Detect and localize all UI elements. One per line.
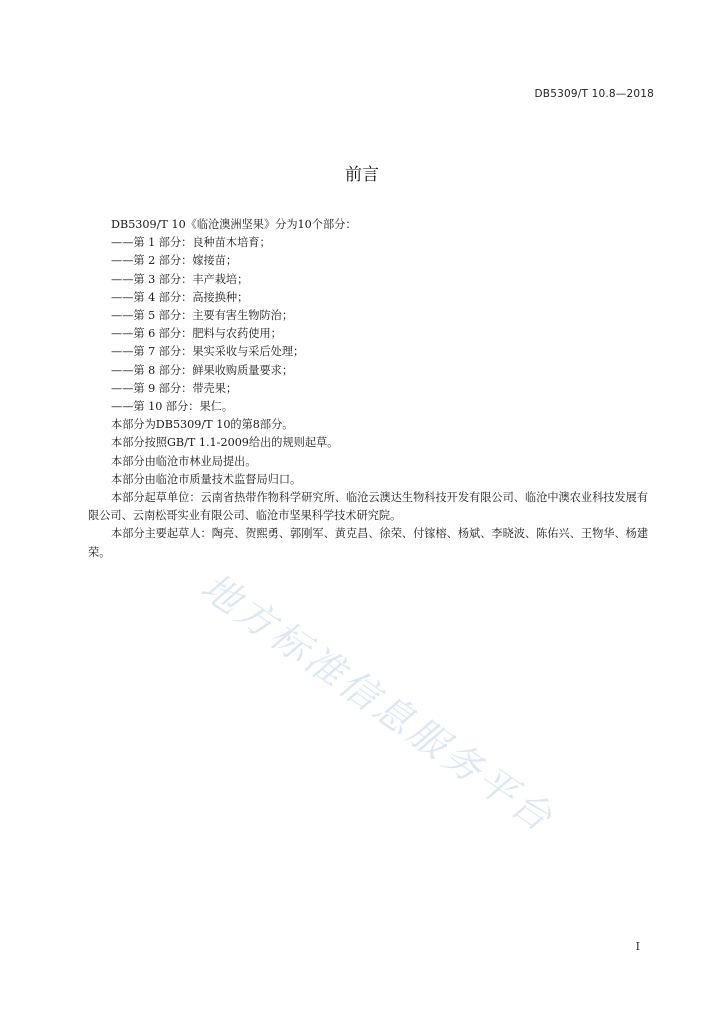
list-item-part-7: ——第 7 部分：果实采收与采后处理； — [111, 345, 305, 359]
list-item-part-6: ——第 6 部分：肥料与农药使用； — [111, 327, 282, 341]
paragraph-proposer: 本部分由临沧市林业局提出。 — [111, 454, 257, 468]
paragraph-drafting-rules: 本部分按照GB/T 1.1-2009给出的规则起草。 — [111, 436, 339, 450]
list-item-part-8: ——第 8 部分：鲜果收购质量要求； — [111, 363, 294, 377]
list-item-part-5: ——第 5 部分：主要有害生物防治； — [111, 309, 294, 323]
list-item-part-2: ——第 2 部分：嫁接苗； — [111, 254, 238, 268]
page-number: I — [635, 940, 640, 953]
watermark: 地方标准信息服务平台 — [193, 564, 563, 842]
page-title: 前言 — [345, 165, 379, 185]
paragraph-administrator: 本部分由临沧市质量技术监督局归口。 — [111, 472, 302, 486]
list-item-part-3: ——第 3 部分：丰产栽培； — [111, 272, 249, 286]
paragraph-drafting-units: 本部分起草单位：云南省热带作物科学研究所、临沧云澳达生物科技开发有限公司、临沧中澳农业科技发展有限公司、云南松哥实业有限公司、临沧市坚果科学技术研究院。 — [88, 491, 649, 523]
paragraph-part-statement: 本部分为DB5309/T 10的第8部分。 — [111, 418, 294, 432]
list-item-part-10: ——第 10 部分：果仁。 — [111, 400, 234, 414]
list-item-part-1: ——第 1 部分：良种苗木培育； — [111, 236, 271, 250]
document-code-header: DB5309/T 10.8—2018 — [534, 88, 654, 100]
paragraph-drafters: 本部分主要起草人：陶亮、贺熙勇、郭刚军、黄克昌、徐荣、付镓榕、杨斌、李晓波、陈佑兴、王物华、杨建荣。 — [88, 527, 649, 559]
list-item-part-9: ——第 9 部分：带壳果； — [111, 381, 238, 395]
paragraph-intro: DB5309/T 10《临沧澳洲坚果》分为10个部分： — [111, 218, 357, 231]
foreword-body — [88, 216, 658, 562]
list-item-part-4: ——第 4 部分：高接换种； — [111, 290, 249, 304]
